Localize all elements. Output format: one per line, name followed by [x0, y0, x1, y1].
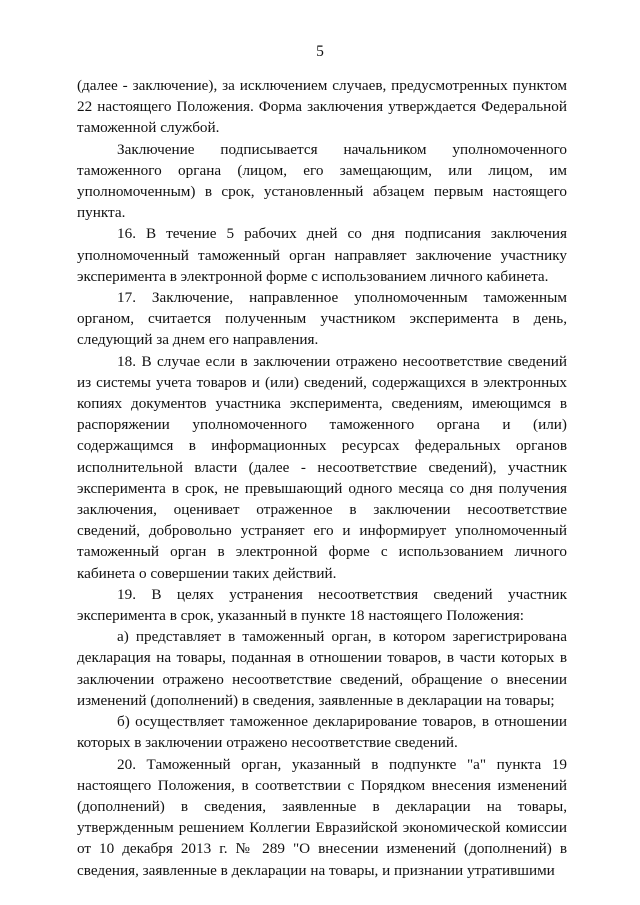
paragraph-19: 19. В целях устранения несоответствия сведений участник эксперимента в срок, указанный в пункте 18 настоящего Положения: — [77, 585, 567, 625]
paragraph-19a: а) представляет в таможенный орган, в котором зарегистрирована декларация на товары, поданная в отношении товаров, в части которых в заключении отражено несоответствие сведений, обращение о внесении изменений (дополнений) в сведения, заявленные в декларации на товары; — [77, 628, 567, 709]
paragraph-19b: б) осуществляет таможенное декларирование товаров, в отношении которых в заключении отражено несоответствие сведений. — [77, 713, 567, 752]
paragraph-16: 16. В течение 5 рабочих дней со дня подписания заключения уполномоченный таможенный орган направляет заключение участнику эксперимента в электронной форме с использованием личного кабинета. — [77, 225, 567, 285]
paragraph-18: 18. В случае если в заключении отражено несоответствие сведений из системы учета товаров и (или) сведений, содержащихся в электронных копиях документов участника эксперимента, сведениям, имеющимся в распоряжении уполномоченного таможенного органа и (или) содержащимся в информационных ресурсах федеральных органов исполнительной власти (далее - несоответствие сведений), участник эксперимента в срок, не превышающий одного месяца со дня получения заключения, оценивает отраженное в заключении несоответствие сведений, добровольно устраняет его и информирует уполномоченный таможенный орган в электронной форме с использованием личного кабинета о совершении таких действий. — [77, 352, 567, 582]
paragraph-17: 17. Заключение, направленное уполномоченным таможенным органом, считается полученным участником эксперимента в день, следующий за днем его направления. — [77, 289, 567, 349]
paragraph-20: 20. Таможенный орган, указанный в подпункте "а" пункта 19 настоящего Положения, в соответствии с Порядком внесения изменений (дополнений) в сведения, заявленные в декларации на товары, утвержденным решением Коллегии Евразийской экономической комиссии от 10 декабря 2013 г. № 289 "О внесении изменений (дополнений) в сведения, заявленные в декларации на товары, и признании утратившими — [77, 755, 567, 879]
page-number: 5 — [316, 43, 324, 60]
paragraph-intro: (далее - заключение), за исключением случаев, предусмотренных пунктом 22 настоящего Положения. Форма заключения утверждается Федеральной таможенной службой. — [77, 77, 567, 137]
document-body — [77, 75, 567, 881]
paragraph-signing: Заключение подписывается начальником уполномоченного таможенного органа (лицом, его замещающим, или лицом, им уполномоченным) в срок, установленный абзацем первым настоящего пункта. — [77, 140, 567, 222]
